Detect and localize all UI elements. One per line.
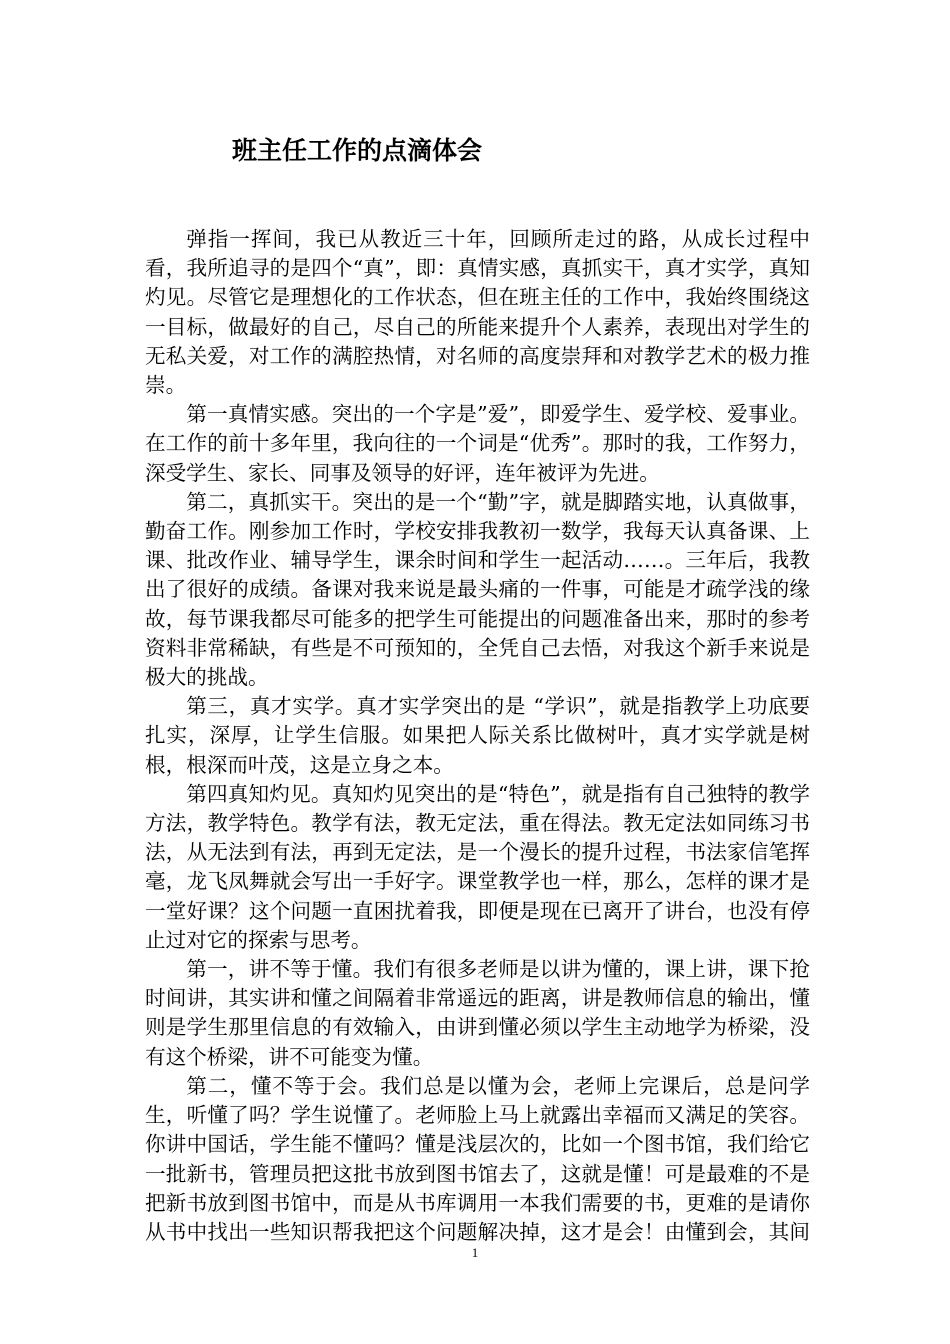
paragraph-speak-not-understand: 第一，讲不等于懂。我们有很多老师是以讲为懂的，课上讲，课下抢时间讲，其实讲和懂之间隔着非常遥远的距离，讲是教师信息的输出，懂则是学生那里信息的有效输入，由讲到懂必须以学生主动地学为桥梁，没有这个桥梁，讲不可能变为懂。 — [145, 957, 810, 1069]
paragraph-fourth-insight: 第四真知灼见。真知灼见突出的是“特色”，就是指有自己独特的教学方法，教学特色。教学有法，教无定法，重在得法。教无定法如同练习书法，从无法到有法，再到无定法，是一个漫长的提升过程，书法家信笔挥毫，龙飞凤舞就会写出一手好字。课堂教学也一样，那么，怎样的课才是一堂好课？这个问题一直困扰着我，即便是现在已离开了讲台，也没有停止过对它的探索与思考。 — [145, 781, 810, 952]
paragraph-second-hard-work: 第二，真抓实干。突出的是一个“勤”字，就是脚踏实地，认真做事，勤奋工作。刚参加工作时，学校安排我教初一数学，我每天认真备课、上课、批改作业、辅导学生，课余时间和学生一起活动……。三年后，我教出了很好的成绩。备课对我来说是最头痛的一件事，可能是才疏学浅的缘故，每节课我都尽可能多的把学生可能提出的问题准备出来，那时的参考资料非常稀缺，有些是不可预知的，全凭自己去悟，对我这个新手来说是极大的挑战。 — [145, 489, 810, 690]
paragraph-third-real-learning: 第三，真才实学。真才实学突出的是 “学识”，就是指教学上功底要扎实，深厚，让学生信服。如果把人际关系比做树叶，真才实学就是树根，根深而叶茂，这是立身之本。 — [145, 694, 810, 777]
paragraph-first-true-feeling: 第一真情实感。突出的一个字是”爱”，即爱学生、爱学校、爱事业。在工作的前十多年里，我向往的一个词是“优秀”。那时的我，工作努力，深受学生、家长、同事及领导的好评，连年被评为先进。 — [145, 402, 810, 485]
paragraph-understand-not-able: 第二，懂不等于会。我们总是以懂为会，老师上完课后，总是问学生，听懂了吗？学生说懂了。老师脸上马上就露出幸福而又满足的笑容。你讲中国话，学生能不懂吗？懂是浅层次的，比如一个图书馆，我们给它一批新书，管理员把这批书放到图书馆去了，这就是懂！可是最难的不是把新书放到图书馆中，而是从书库调用一本我们需要的书，更难的是请你从书中找出一些知识帮我把这个问题解决掉，这才是会！由懂到会，其间 — [145, 1073, 810, 1244]
paragraph-intro: 弹指一挥间，我已从教近三十年，回顾所走过的路，从成长过程中看，我所追寻的是四个“真”，即：真情实感，真抓实干，真才实学，真知灼见。尽管它是理想化的工作状态，但在班主任的工作中，我始终围绕这一目标，做最好的自己，尽自己的所能来提升个人素养，表现出对学生的无私关爱，对工作的满腔热情，对名师的高度崇拜和对教学艺术的极力推崇。 — [145, 227, 810, 398]
document-title: 班主任工作的点滴体会 — [232, 136, 483, 165]
page-number: 1 — [471, 1245, 479, 1260]
document-body — [145, 225, 810, 1245]
